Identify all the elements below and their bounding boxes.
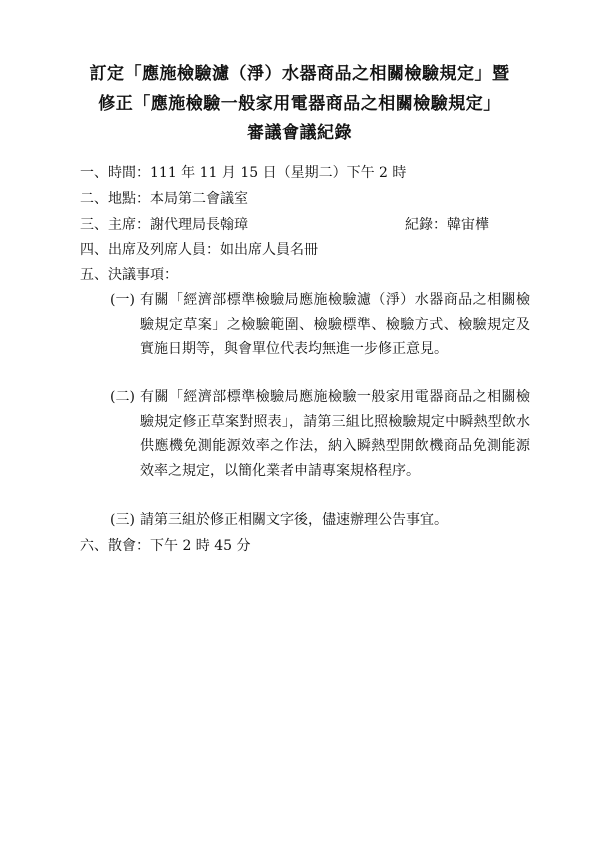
meeting-time: 一、時間：111 年 11 月 15 日（星期二）下午 2 時 xyxy=(80,165,407,181)
resolution-text: 有關「經濟部標準檢驗局應施檢驗濾（淨）水器商品之相關檢驗規定草案」之檢驗範圍、檢驗標準、檢驗方式、檢驗規定及實施日期等，與會單位代表均無進一步修正意見。 xyxy=(140,292,530,357)
document-title-line-3: 審議會議紀錄 xyxy=(247,123,352,143)
document-title-line-2: 修正「應施檢驗一般家用電器商品之相關檢驗規定」 xyxy=(98,94,501,114)
resolution-item xyxy=(110,508,530,533)
resolution-marker: (三) xyxy=(110,512,135,528)
resolution-text: 請第三組於修正相關文字後，儘速辦理公告事宜。 xyxy=(140,512,448,528)
meeting-attendees: 四、出席及列席人員：如出席人員名冊 xyxy=(80,242,318,258)
meeting-recorder: 紀錄：韓宙樺 xyxy=(405,217,489,233)
meeting-location: 二、地點：本局第二會議室 xyxy=(80,191,248,207)
resolution-marker: (一) xyxy=(110,292,135,308)
document-title-line-1: 訂定「應施檢驗濾（淨）水器商品之相關檢驗規定」暨 xyxy=(89,64,510,84)
meeting-adjourn: 六、散會：下午 2 時 45 分 xyxy=(80,538,251,554)
resolution-item xyxy=(110,385,530,483)
resolution-item xyxy=(110,288,530,362)
resolution-text: 有關「經濟部標準檢驗局應施檢驗一般家用電器商品之相關檢驗規定修正草案對照表」，請第三組比照檢驗規定中瞬熱型飲水供應機免測能源效率之作法，納入瞬熱型開飲機商品免測能源效率之規定，以簡化業者申請專案規格程序。 xyxy=(140,389,530,479)
resolutions-heading: 五、決議事項： xyxy=(80,267,178,283)
resolution-marker: (二) xyxy=(110,389,135,405)
meeting-chair: 三、主席：謝代理局長翰璋 xyxy=(80,217,248,233)
